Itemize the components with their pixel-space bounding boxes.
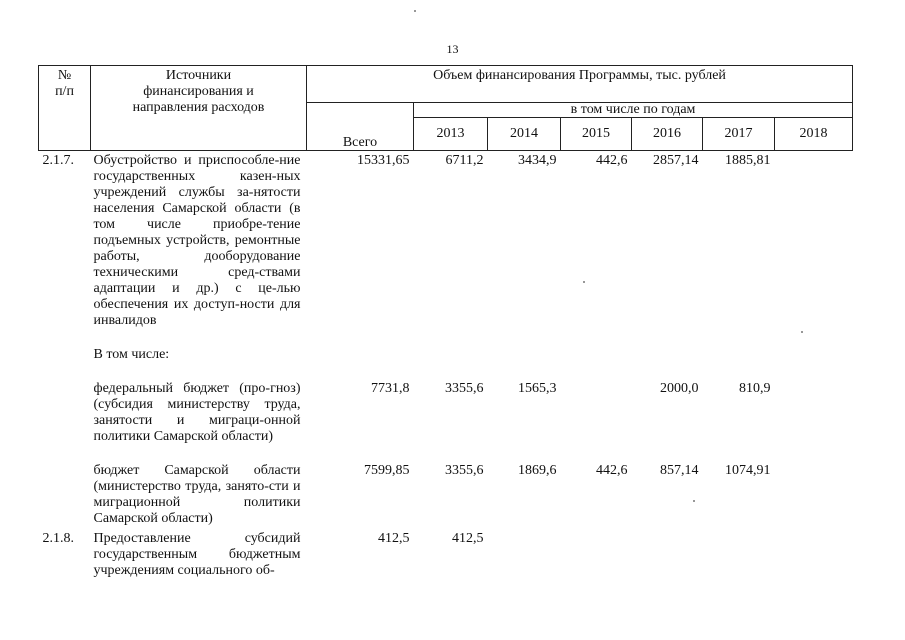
row-value (561, 531, 632, 579)
row-value (632, 531, 703, 579)
row-number (39, 463, 91, 527)
row-value: 810,9 (739, 381, 771, 396)
table-body (39, 151, 853, 580)
table-row (39, 463, 853, 527)
row-value (703, 347, 775, 363)
header-col-total: Всего (307, 103, 414, 151)
row-value: 6711,2 (445, 153, 484, 168)
row-description: Предоставление субсидий государственным бюджетным учреждениям социального об- (93, 531, 301, 578)
financing-table (38, 65, 853, 579)
header-year: 2016 (632, 118, 703, 151)
header-year: 2015 (561, 118, 632, 151)
header-year: 2018 (775, 118, 853, 151)
row-value (775, 531, 853, 579)
page-number: 13 (446, 42, 459, 56)
row-total: 7731,8 (371, 381, 410, 396)
row-total: 7599,85 (364, 463, 410, 478)
scan-speck (414, 10, 416, 12)
row-total: 412,5 (378, 531, 410, 546)
row-value: 2857,14 (653, 153, 699, 168)
row-value (561, 347, 632, 363)
row-number (39, 381, 91, 445)
row-description: бюджет Самарской области (министерство труда, занято-сти и миграционной политики Самарской области) (93, 463, 301, 526)
row-value (632, 347, 703, 363)
row-value: 857,14 (660, 463, 699, 478)
row-value (488, 531, 561, 579)
row-value: 1074,91 (725, 463, 771, 478)
row-value: 442,6 (596, 153, 628, 168)
row-value: 3355,6 (445, 463, 484, 478)
row-value: 1885,81 (725, 153, 771, 168)
row-value (414, 347, 488, 363)
row-value: 3434,9 (518, 153, 557, 168)
row-number: 2.1.7. (42, 153, 74, 168)
row-spacer (39, 329, 853, 347)
row-spacer (39, 445, 853, 463)
row-value: 2000,0 (660, 381, 699, 396)
row-number: 2.1.8. (42, 531, 74, 546)
header-year: 2013 (414, 118, 488, 151)
header-col-volume: Объем финансирования Программы, тыс. рублей (307, 66, 853, 103)
header-year: 2017 (703, 118, 775, 151)
row-value (703, 531, 775, 579)
row-value: 1869,6 (518, 463, 557, 478)
table-row (39, 347, 853, 363)
row-value (775, 463, 853, 527)
header-col-number: № п/п (39, 66, 91, 151)
header-col-source: Источники финансирования и направления расходов (91, 66, 307, 151)
row-value: 442,6 (596, 463, 628, 478)
table-row (39, 531, 853, 579)
row-value: 3355,6 (445, 381, 484, 396)
row-spacer (39, 363, 853, 381)
row-value (488, 347, 561, 363)
row-description: Обустройство и приспособле-ние государственных казен-ных учреждений службы за-нятости населения Самарской области (в том числе приобре-тение подъемных устройств, ремонтные работы, дооборудование техническими сред-ствами адаптации и др.) с це-лью обеспечения их доступ-ности для инвалидов (93, 153, 301, 328)
row-number (39, 347, 91, 363)
row-value: 412,5 (452, 531, 484, 546)
header-col-by-years: в том числе по годам (414, 103, 853, 118)
row-value (775, 151, 853, 330)
row-value: 1565,3 (518, 381, 557, 396)
row-total (307, 347, 414, 363)
row-value (561, 381, 632, 445)
header-year: 2014 (488, 118, 561, 151)
row-total: 15331,65 (357, 153, 410, 168)
row-value (775, 347, 853, 363)
table-row (39, 381, 853, 445)
row-description: федеральный бюджет (про-гноз) (субсидия министерству труда, занятости и миграци-онной политики Самарской области) (93, 381, 301, 444)
table-row (39, 151, 853, 330)
row-description: В том числе: (93, 347, 170, 362)
row-value (775, 381, 853, 445)
table-header (39, 66, 853, 151)
